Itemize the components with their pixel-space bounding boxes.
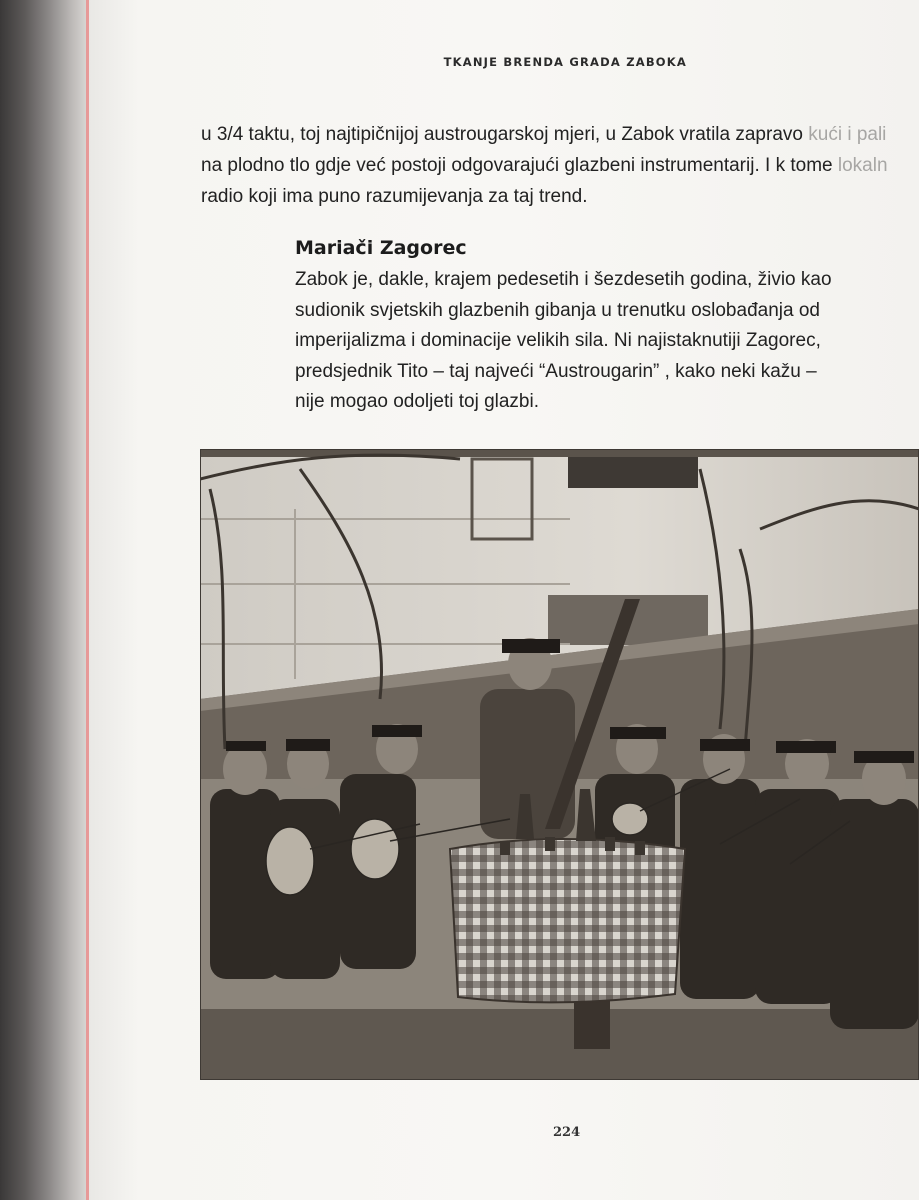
section-heading: Mariači Zagorec (295, 237, 467, 259)
section-line: nije mogao odoljeti toj glazbi. (295, 391, 539, 412)
page-number: 224 (553, 1125, 581, 1140)
intro-line: u 3/4 taktu, toj najtipičnijoj austrougarskoj mjeri, u Zabok vratila zapravo kući i pali (201, 124, 887, 145)
intro-line: radio koji ima puno razumijevanja za taj trend. (201, 186, 588, 207)
historic-band-photograph (200, 449, 919, 1080)
running-header: TKANJE BRENDA GRADA ZABOKA (443, 55, 687, 69)
section-line: sudionik svjetskih glazbenih gibanja u trenutku oslobađanja od (295, 299, 820, 321)
book-binding-shadow (0, 0, 100, 1200)
section-line: Zabok je, dakle, krajem pedesetih i šezdesetih godina, živio kao (295, 269, 832, 290)
intro-line: na plodno tlo gdje već postoji odgovarajući glazbeni instrumentarij. I k tome lokaln (201, 155, 888, 176)
checkered-tablecloth (450, 839, 685, 1002)
section-line: imperijalizma i dominacije velikih sila. Ni najistaknutiji Zagorec, (295, 330, 821, 351)
wall-window (568, 452, 698, 488)
intro-paragraph (201, 119, 919, 212)
section-line: predsjednik Tito – taj najveći “Austrougarin” , kako neki kažu – (295, 360, 817, 382)
section-paragraph (295, 265, 895, 418)
